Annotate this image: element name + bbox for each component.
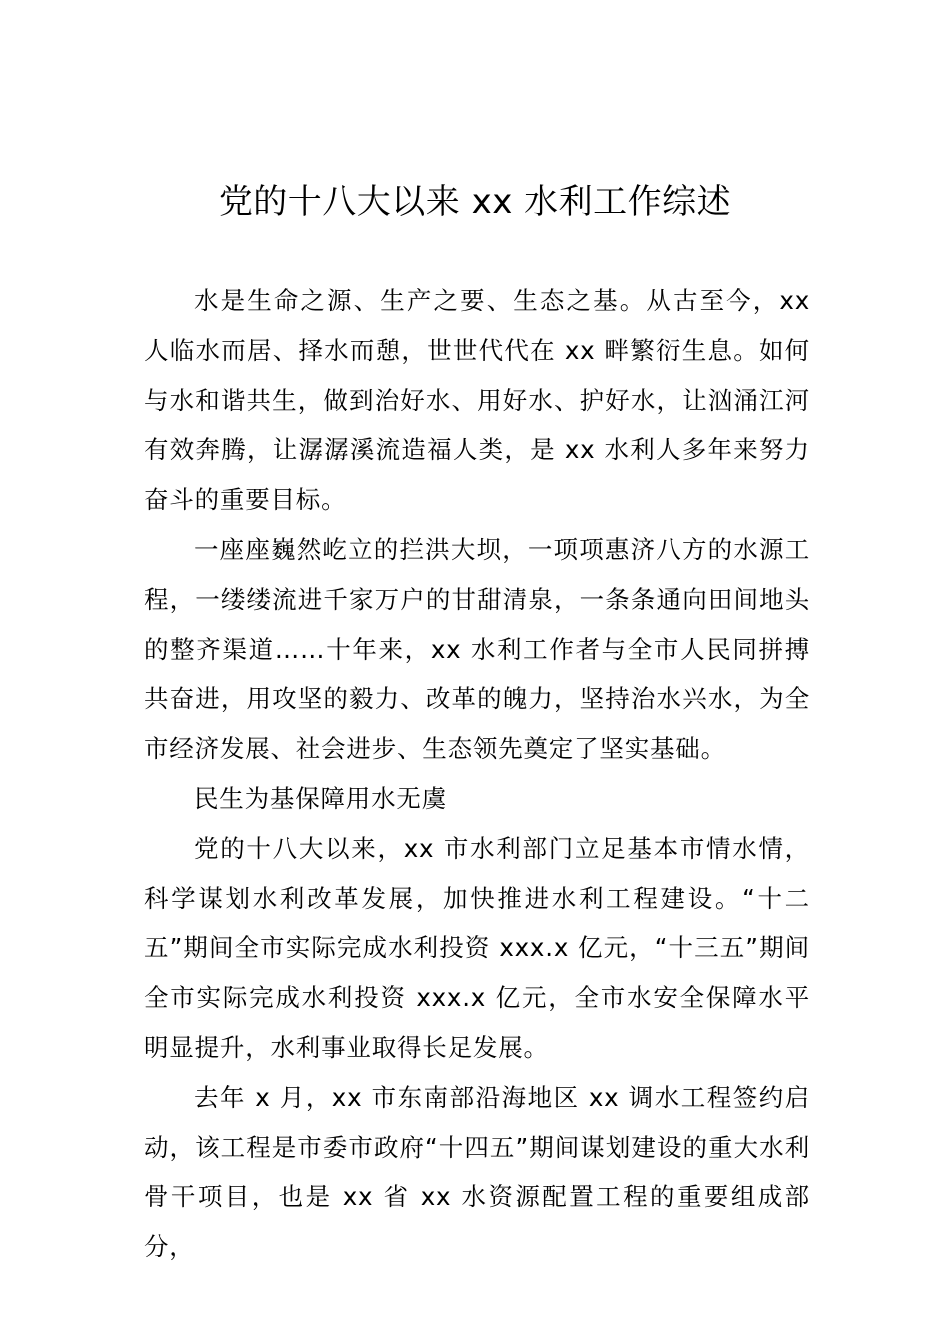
paragraph-2: 一座座巍然屹立的拦洪大坝，一项项惠济八方的水源工程，一缕缕流进千家万户的甘甜清泉，一条条通向田间地头的整齐渠道……十年来，xx 水利工作者与全市人民同拼搏共奋进，用攻坚的毅力、改革的魄力，坚持治水兴水，为全市经济发展、社会进步、生态领先奠定了坚实基础。 [144,534,810,764]
paragraph-1: 水是生命之源、生产之要、生态之基。从古至今，xx 人临水而居、择水而憩，世世代代在 xx 畔繁衍生息。如何与水和谐共生，做到治好水、用好水、护好水，让汹涌江河有效奔腾，让潺潺溪流造福人类，是 xx 水利人多年来努力奋斗的重要目标。 [144,286,810,515]
document-title: 党的十八大以来 xx 水利工作综述 [218,182,732,222]
paragraph-3: 党的十八大以来，xx 市水利部门立足基本市情水情，科学谋划水利改革发展，加快推进水利工程建设。“十二五”期间全市实际完成水利投资 xxx.x 亿元，“十三五”期间全市实际完成水利投资 xxx.x 亿元，全市水安全保障水平明显提升，水利事业取得长足发展。 [144,833,810,1062]
document-body [144,276,810,1272]
section-heading: 民生为基保障用水无虞 [194,783,447,813]
paragraph-4: 去年 x 月，xx 市东南部沿海地区 xx 调水工程签约启动，该工程是市委市政府“十四五”期间谋划建设的重大水利骨干项目，也是 xx 省 xx 水资源配置工程的重要组成部分， [144,1082,810,1262]
